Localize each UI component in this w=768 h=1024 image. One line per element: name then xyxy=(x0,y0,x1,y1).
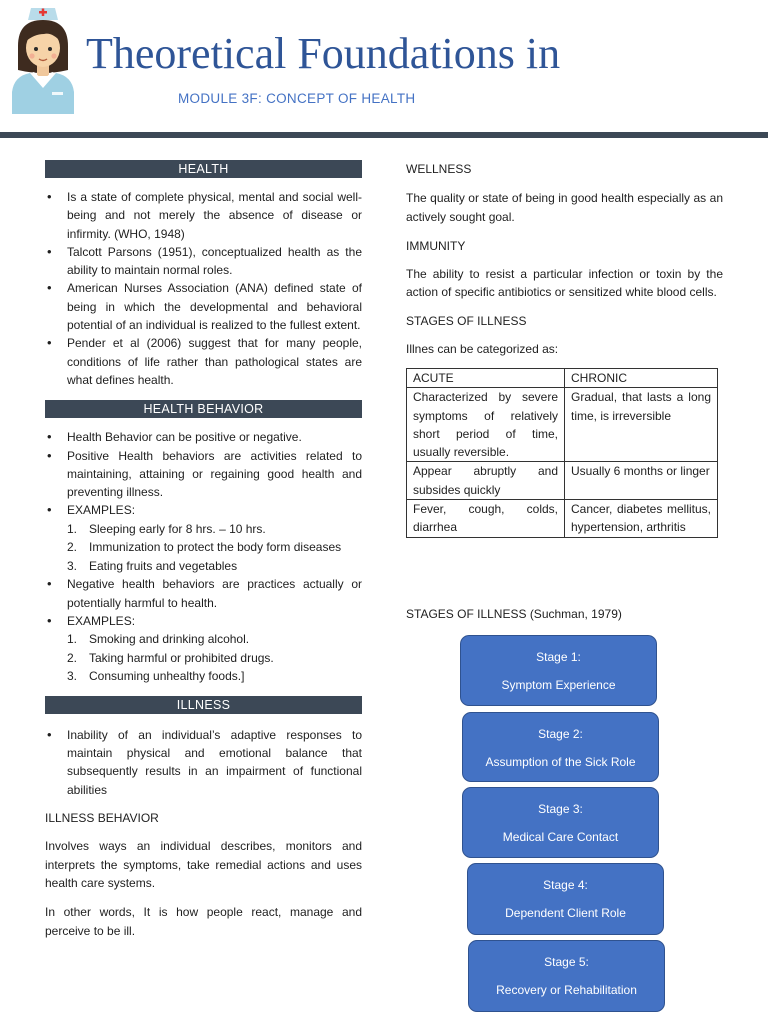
table-cell: Appear abruptly and subsides quickly xyxy=(407,462,565,500)
stages-intro: Illnes can be categorized as: xyxy=(406,342,559,357)
illness-behavior-summary: In other words, It is how people react, manage and perceive to be ill. xyxy=(45,905,362,939)
table-row xyxy=(407,500,718,538)
illness-definition-list xyxy=(45,726,362,799)
flow-stage-2 xyxy=(462,712,659,782)
stages-heading: STAGES OF ILLNESS xyxy=(406,314,527,329)
list-item: 2. Taking harmful or prohibited drugs. xyxy=(67,650,274,665)
table-cell: Gradual, that lasts a long time, is irreversible xyxy=(565,388,718,462)
wellness-heading: WELLNESS xyxy=(406,162,472,176)
stage-label: Medical Care Contact xyxy=(502,830,619,844)
suchman-heading: STAGES OF ILLNESS (Suchman, 1979) xyxy=(406,607,622,621)
list-item: 3. Eating fruits and vegetables xyxy=(67,558,238,573)
health-section-heading: HEALTH xyxy=(45,160,362,178)
examples-label: EXAMPLES: xyxy=(67,613,136,628)
list-item: 3. Consuming unhealthy foods.] xyxy=(67,669,245,684)
health-behavior-section-heading: HEALTH BEHAVIOR xyxy=(45,400,362,418)
table-cell: Cancer, diabetes mellitus, hypertension, arthritis xyxy=(565,500,718,538)
examples-label: EXAMPLES: xyxy=(67,503,136,518)
table-cell: Usually 6 months or linger xyxy=(565,462,718,500)
list-item: • Health Behavior can be positive or negative. xyxy=(45,428,362,446)
list-item: • American Nurses Association (ANA) defined state of being in which the developmental and behavioral potential of an individual is realized to the fullest extent. xyxy=(45,279,362,334)
list-item: • Pender et al (2006) suggest that for many people, conditions of life rather than pathological states are what defines health. xyxy=(45,334,362,389)
immunity-heading: IMMUNITY xyxy=(406,238,466,253)
stage-number: Stage 1: xyxy=(536,650,581,664)
immunity-definition: The ability to resist a particular infection or toxin by the action of specific antibiotics or sensitized white blood cells. xyxy=(406,266,723,300)
page-header xyxy=(0,0,768,134)
stage-number: Stage 4: xyxy=(543,878,588,892)
list-item xyxy=(45,501,362,575)
table-cell: Characterized by severe symptoms of relatively short period of time, usually reversible. xyxy=(407,388,565,462)
left-column xyxy=(45,160,362,941)
list-item xyxy=(45,612,362,686)
illness-behavior-paragraph: Involves ways an individual describes, monitors and interprets the symptoms, take remedial actions and uses health care systems. xyxy=(45,838,362,891)
list-item: 2. Immunization to protect the body form diseases xyxy=(67,540,342,555)
positive-examples-list xyxy=(45,520,362,576)
stage-number: Stage 3: xyxy=(538,802,583,816)
flow-stage-4 xyxy=(467,863,664,935)
table-header-chronic: CHRONIC xyxy=(565,368,718,387)
illness-section-heading: ILLNESS xyxy=(45,696,362,714)
table-header-acute: ACUTE xyxy=(407,368,565,387)
list-item: • Inability of an individual’s adaptive responses to maintain physical and emotional balance that subsequently results in an impairment of functional abilities xyxy=(45,726,362,799)
acute-chronic-table xyxy=(406,368,718,538)
stage-label: Recovery or Rehabilitation xyxy=(496,983,637,997)
header-divider xyxy=(0,132,768,138)
right-column xyxy=(406,160,723,538)
list-item: • Negative health behaviors are practices actually or potentially harmful to health. xyxy=(45,575,362,612)
list-item: 1. Smoking and drinking alcohol. xyxy=(67,632,250,647)
flow-stage-3 xyxy=(462,787,659,858)
module-subtitle: MODULE 3F: CONCEPT OF HEALTH xyxy=(178,91,416,106)
stage-label: Dependent Client Role xyxy=(505,906,626,920)
wellness-definition: The quality or state of being in good health especially as an actively sought goal. xyxy=(406,191,723,224)
nurse-avatar-icon xyxy=(8,6,78,114)
flow-stage-1 xyxy=(460,635,657,706)
stage-number: Stage 5: xyxy=(544,955,589,969)
list-item: • Positive Health behaviors are activities related to maintaining, attaining or regaining good health and preventing illness. xyxy=(45,447,362,502)
stage-label: Assumption of the Sick Role xyxy=(485,755,636,769)
page-title: Theoretical Foundations in xyxy=(86,29,561,78)
table-header-row xyxy=(407,368,718,387)
stage-label: Symptom Experience xyxy=(501,678,616,692)
illness-behavior-heading: ILLNESS BEHAVIOR xyxy=(45,810,159,825)
health-behavior-list xyxy=(45,428,362,685)
health-definitions-list xyxy=(45,188,362,389)
table-row xyxy=(407,462,718,500)
stage-number: Stage 2: xyxy=(538,727,583,741)
table-row xyxy=(407,388,718,462)
list-item: 1. Sleeping early for 8 hrs. – 10 hrs. xyxy=(67,521,266,536)
table-cell: Fever, cough, colds, diarrhea xyxy=(407,500,565,538)
list-item: • Is a state of complete physical, mental and social well-being and not merely the absence of disease or infirmity. (WHO, 1948) xyxy=(45,188,362,243)
list-item: • Talcott Parsons (1951), conceptualized health as the ability to maintain normal roles. xyxy=(45,243,362,280)
flow-stage-5 xyxy=(468,940,665,1012)
negative-examples-list xyxy=(45,630,362,686)
